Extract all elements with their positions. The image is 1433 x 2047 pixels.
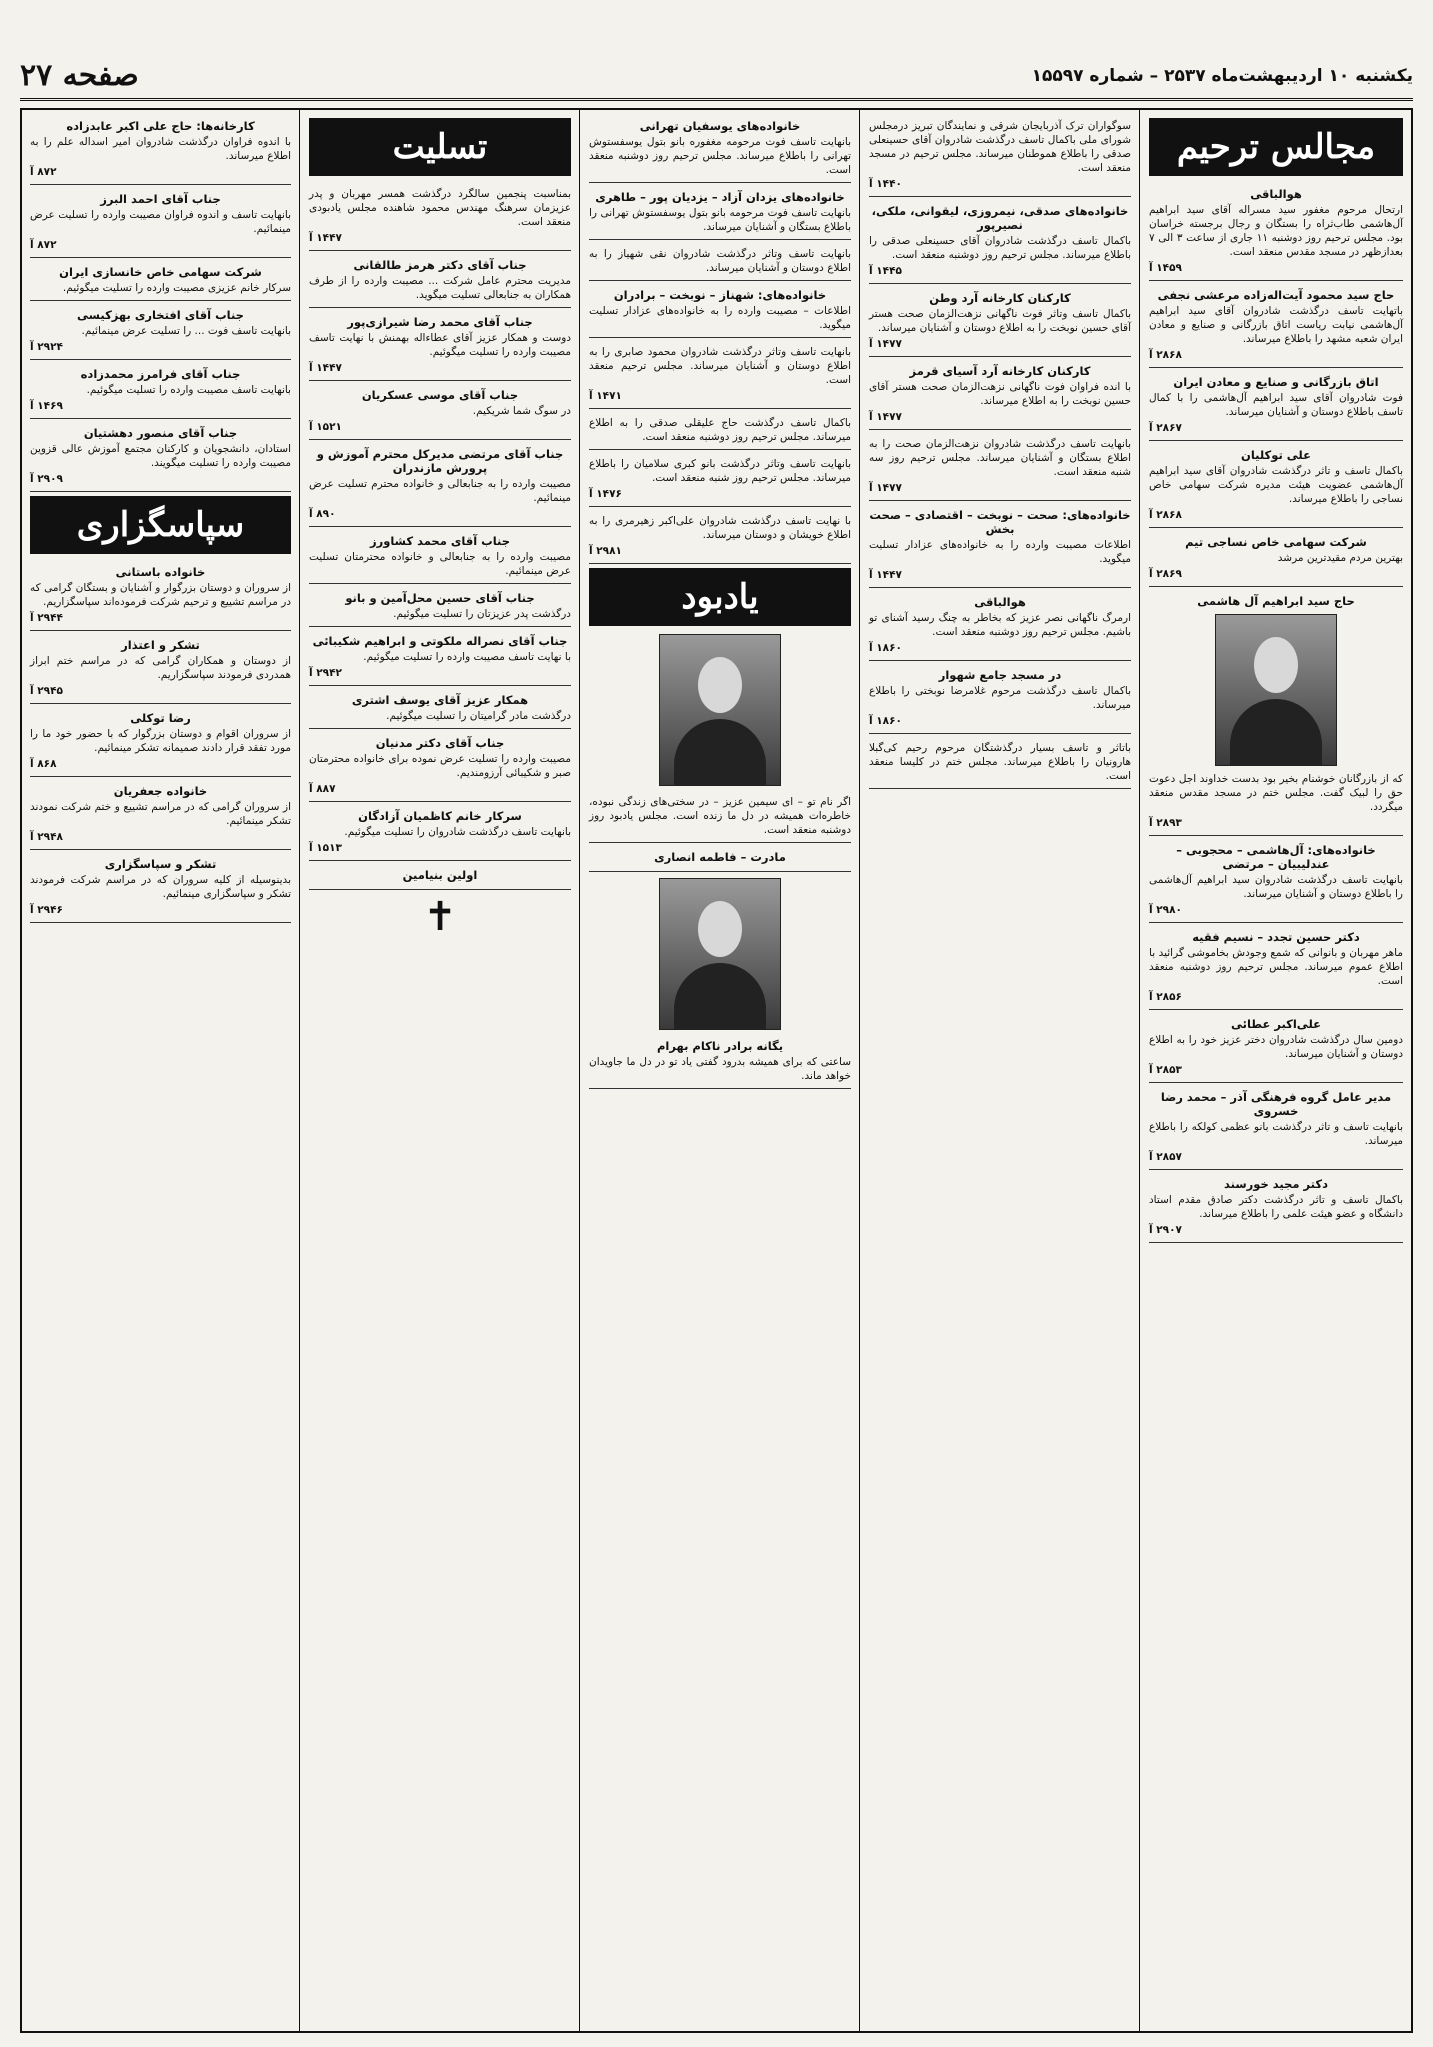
notice-body: از سروران و دوستان بزرگوار و آشنایان و بستگان گرامی که در مراسم تشییع و ترحیم شرکت فرموده‌اند سپاسگزاریم.	[30, 582, 291, 608]
notice	[1149, 1014, 1403, 1083]
notice-title: جناب آقای دکتر هرمز طالقانی	[353, 258, 527, 272]
notice-reference: ۲۹۴۲ آ	[309, 667, 342, 679]
notice-title: اولین بنیامین	[402, 868, 478, 882]
notice-title: خانواده‌های: صحت – نوبخت – اقتصادی – صحت بخش	[869, 508, 1131, 536]
notice-reference: ۱۴۷۷ آ	[869, 482, 902, 494]
notice	[589, 116, 851, 183]
columns-frame	[20, 108, 1413, 2033]
notice	[309, 865, 571, 890]
notice-reference: ۸۷۲ آ	[30, 166, 57, 178]
notice	[869, 201, 1131, 284]
notice	[309, 806, 571, 861]
notice-title: هوالباقی	[1250, 187, 1302, 201]
notice-body: در سوگ شما شریکیم.	[472, 405, 571, 417]
notice-reference: ۲۸۶۸ آ	[1149, 349, 1182, 361]
column-1	[1141, 110, 1411, 2031]
notice-reference: ۲۸۶۷ آ	[1149, 422, 1182, 434]
notice-body: باتهایت تاسف درگذشت شادروان آقای سید ابراهیم آل‌هاشمی نیابت ریاست اتاق بازرگانی و صنایع و معادن ایران شعبه مشهد را باطلاع میرساند.	[1149, 305, 1403, 345]
notice	[309, 312, 571, 381]
notice-body: باتاثر و تاسف بسیار درگذشتگان مرحوم رحیم کی‌گبلا هارونیان را باطلاع میرساند. مجلس ختم در کلیسا منعقد است.	[869, 742, 1131, 782]
notice	[869, 434, 1131, 501]
notice-reference: ۲۸۵۶ آ	[1149, 991, 1182, 1003]
notice-reference: ۱۴۶۹ آ	[30, 400, 63, 412]
notice-reference: ۱۴۴۷ آ	[309, 232, 342, 244]
notice	[589, 511, 851, 564]
notice	[309, 733, 571, 802]
notice-title: جناب آقای افتخاری بهزکیسی	[77, 308, 244, 322]
notice	[1149, 285, 1403, 368]
notice	[869, 116, 1131, 197]
notice-title: خانواده‌های یزدان آزاد – یزدیان پور – طاهری	[595, 190, 845, 204]
portrait-body	[674, 963, 766, 1029]
notice-reference: ۲۸۹۳ آ	[1149, 817, 1182, 829]
notice	[1149, 591, 1403, 836]
notice-title: همکار عزیز آقای یوسف اشتری	[351, 693, 529, 707]
notice-reference: ۲۹۸۰ آ	[1149, 904, 1182, 916]
notice-reference: ۲۸۵۷ آ	[1149, 1151, 1182, 1163]
notice-reference: ۱۴۷۶ آ	[589, 488, 622, 500]
notice-title: شرکت سهامی خاص نساجی تیم	[1185, 535, 1367, 549]
notice	[309, 184, 571, 251]
notice	[30, 562, 291, 631]
notice-reference: ۱۵۱۳ آ	[309, 842, 342, 854]
notice-body: از سروران گرامی که در مراسم تشییع و ختم شرکت نمودند تشکر مینمائیم.	[30, 801, 291, 827]
portrait-body	[674, 719, 766, 785]
notice	[30, 305, 291, 360]
notice-reference: ۲۹۸۱ آ	[589, 545, 622, 557]
notice-body: باکمال تاسف درگذشت مرحوم غلامرضا نوبختی را باطلاع میرساند.	[869, 685, 1131, 711]
column-4	[301, 110, 579, 2031]
notice-body: مدیریت محترم عامل شرکت ... مصیبت وارده را از طرف همکاران به جنابعالی تسلیت میگوید.	[309, 275, 571, 301]
notice-reference: ۲۹۰۹ آ	[30, 473, 63, 485]
notice-body: بانهایت تاسف مصیبت وارده را تسلیت میگوئیم.	[86, 384, 291, 396]
portrait-head	[698, 901, 742, 957]
portrait-head	[698, 657, 742, 713]
column-rule	[1139, 110, 1140, 2031]
notice-reference: ۲۹۴۴ آ	[30, 612, 63, 624]
notice-body: ساعتی که برای همیشه بدرود گفتی یاد تو در دل ما جاویدان خواهد ماند.	[589, 1056, 851, 1082]
column-rule	[579, 110, 580, 2031]
column-5	[22, 110, 299, 2031]
notice-title: جناب آقای موسی عسکریان	[361, 388, 519, 402]
notice	[30, 854, 291, 923]
memorial-portrait-photo-man	[659, 878, 781, 1030]
notice	[309, 385, 571, 440]
dateline: یکشنبه ۱۰ اردیبهشت‌ماه ۲۵۳۷ – شماره ۱۵۵۹۷	[1031, 66, 1413, 86]
notice-body: بانهایت تاسف وتاثر درگذشت شادروان محمود صابری را به اطلاع دوستان و آشنایان میرساند. مجلس ترحیم منعقد است.	[589, 346, 851, 386]
notice-title: خانواده جعفریان	[113, 784, 208, 798]
column-rule	[859, 110, 860, 2031]
notice-reference: ۱۴۴۵ آ	[869, 265, 902, 277]
notice	[30, 189, 291, 258]
notice-body: با نهایت تاسف درگذشت شادروان علی‌اکبر زهیرمری را به اطلاع خویشان و دوستان میرساند.	[589, 515, 851, 541]
notice-body: سرکار خانم عزیزی مصیبت وارده را تسلیت میگوئیم.	[62, 282, 291, 294]
notice-body: بانهایت تاسف فوت مرحومه مغفوره بانو بتول یوسفستوش تهرانی را باطلاع میرساند. مجلس ترحیم روز دوشنبه منعقد است.	[589, 136, 851, 176]
notice-body: مصیبت وارده را به جنابعالی و خانواده محترم تسلیت عرض مینمائیم.	[309, 478, 571, 504]
notice-reference: ۸۹۰ آ	[309, 508, 336, 520]
notice-body: درگذشت مادر گرامیتان را تسلیت میگوئیم.	[386, 710, 571, 722]
notice	[309, 631, 571, 686]
notice-body: با اندوه فراوان درگذشت شادروان امیر اسداله علم را به اطلاع میرساند.	[30, 136, 291, 162]
notice-title: سرکار خانم کاظمیان آزادگان	[358, 809, 522, 823]
notice-body: اطلاعات – مصیبت وارده را به خانواده‌های عزادار تسلیت میگوید.	[589, 305, 851, 331]
notice	[869, 505, 1131, 588]
notice	[1149, 1174, 1403, 1243]
notice	[1149, 372, 1403, 441]
notice	[589, 847, 851, 872]
notice-body: ارتحال مرحوم مغفور سید مسراله آقای سید ابراهیم آل‌هاشمی طاب‌ثراه را بستگان و رجال برجسته خراسان بود. مجلس ترحیم روز دوشنبه ۱۱ جاری از ساعت ۳ الی ۷ بعدازظهر در مسجد مقدس منعقد است.	[1149, 204, 1404, 258]
notice-body: دوست و همکار عزیز آقای عطاءاله بهمنش با نهایت تاسف مصیبت وارده را تسلیت میگوئیم.	[309, 332, 571, 358]
notice-body: مصیبت وارده را تسلیت عرض نموده برای خانواده محترمتان صبر و شکیبائی آرزومندیم.	[309, 753, 571, 779]
notice-reference: ۱۴۷۷ آ	[869, 338, 902, 350]
notice-reference: ۱۴۵۹ آ	[1149, 262, 1182, 274]
notice	[869, 592, 1131, 661]
column-5-thanks	[30, 562, 291, 923]
notice-title: جناب آقای منصور دهشتیان	[83, 426, 238, 440]
notice-title: حاج سید ابراهیم آل هاشمی	[1197, 594, 1355, 608]
notice-title: جناب آقای حسین محل‌آمین و بانو	[345, 591, 535, 605]
notice-body: بانهایت تاسف فوت مرحومه بانو بتول یوسفستوش تهرانی را باطلاع بستگان و آشنایان میرساند.	[589, 207, 851, 233]
notice-title: جناب آقای محمد کشاورز	[369, 534, 511, 548]
notice-body: درگذشت پدر عزیزتان را تسلیت میگوئیم.	[393, 608, 571, 620]
notice-body: باکمال تاسف و تاثر درگذشت شادروان آقای سید ابراهیم آل‌هاشمی عضویت هیئت مدیره شرکت سهامی خاص نساجی را باطلاع میرساند.	[1149, 465, 1403, 505]
notice-title: جناب آقای احمد البرز	[100, 192, 221, 206]
notice-title: دکتر مجید خورسند	[1224, 1177, 1328, 1191]
notice-body: بانهایت تاسف و اندوه فراوان مصیبت وارده را تسلیت عرض مینمائیم.	[30, 209, 291, 235]
notice-title: علی‌اکبر عطائی	[1231, 1017, 1321, 1031]
notice-title: در مسجد جامع شهوار	[938, 668, 1062, 682]
notice-title: جناب آقای محمد رضا شیرازی‌پور	[347, 315, 533, 329]
column-4-notices	[309, 184, 571, 890]
notice-title: حاج سید محمود آیت‌اله‌زاده مرعشی نجفی	[1157, 288, 1395, 302]
notice-body: ارمرگ ناگهانی نصر عزیز که بخاطر به چنگ رسید آشنای تو باشیم. مجلس ترحیم روز دوشنبه منعقد است.	[869, 612, 1131, 638]
notice-reference: ۲۹۰۷ آ	[1149, 1224, 1182, 1236]
condolence-banner: تسلیت	[309, 118, 571, 176]
notice	[309, 444, 571, 527]
notice-reference: ۱۵۲۱ آ	[309, 421, 342, 433]
notice-title: دکتر حسین تجدد – نسیم فقیه	[1192, 930, 1360, 944]
column-2	[861, 110, 1139, 2031]
notice-body: سوگواران ترک آذربایجان شرقی و نمایندگان تبریز درمجلس شورای ملی باکمال تاسف درگذشت شادروان آقای حسینعلی صدقی را باطلاع هموطنان میرساند. مجلس ترحیم در مسجد منعقد است.	[869, 120, 1131, 174]
notice	[869, 665, 1131, 734]
notice-title: جناب آقای فرامرز محمدزاده	[80, 367, 241, 381]
notice	[30, 116, 291, 185]
notice-body: بمناسبت پنجمین سالگرد درگذشت همسر مهربان و پدر عزیزمان سرهنگ مهندس محمود شاهنده مجلس یادبودی منعقد است.	[309, 188, 571, 228]
notice-title: علی توکلیان	[1241, 448, 1311, 462]
page-number: صفحه ۲۷	[20, 58, 139, 93]
notice-body: بانهایت تاسف و تاثر درگذشت بانو عظمی کولکه را باطلاع میرساند.	[1149, 1121, 1403, 1147]
notice-reference: ۸۶۸ آ	[30, 758, 57, 770]
notice-body: بانهایت تاسف درگذشت شادروان نزهت‌الزمان صحت را به اطلاع بستگان و آشنایان میرساند. مجلس ترحیم روز سه شنبه منعقد است.	[869, 438, 1131, 478]
notice-reference: ۸۸۷ آ	[309, 783, 336, 795]
notice-body: بانهایت تاسف درگذشت شادروان را تسلیت میگوئیم.	[344, 826, 571, 838]
notice	[30, 635, 291, 704]
notice-title: جناب آقای دکتر مدنیان	[375, 736, 505, 750]
notice-reference: ۲۸۶۸ آ	[1149, 509, 1182, 521]
notice-body: مصیبت وارده را به جنابعالی و خانواده محترمتان تسلیت عرض مینمائیم.	[309, 551, 571, 577]
column-1-notices	[1149, 184, 1403, 1243]
notice-title: خانواده‌های: آل‌هاشمی – محجوبی – عندلیبیان – مرتضی	[1176, 843, 1376, 871]
notice-body: بانهایت تاسف وتاثر درگذشت بانو کبری سلامیان را باطلاع میرساند. مجلس ترحیم روز شنبه منعقد است.	[589, 458, 851, 484]
notice-reference: ۱۴۷۱ آ	[589, 390, 622, 402]
notice-body: که از بازرگانان خوشنام بخیر بود بدست خداوند اجل دعوت حق را لبیک گفت. مجلس ختم در مسجد مقدس منعقد میگردد.	[1149, 773, 1403, 813]
notice	[589, 454, 851, 507]
notice-body: از سروران اقوام و دوستان بزرگوار که با حضور خود ما را مورد تفقد قرار دادند صمیمانه تشکر مینمائیم.	[30, 728, 291, 754]
notice	[309, 588, 571, 627]
notice-reference: ۱۸۶۰ آ	[869, 715, 902, 727]
notice-reference: ۲۸۵۳ آ	[1149, 1064, 1182, 1076]
notice	[589, 792, 851, 843]
notice-body: بدینوسیله از کلیه سروران که در مراسم شرکت فرمودند تشکر و سپاسگزاری مینمائیم.	[30, 874, 291, 900]
notice-reference: ۲۸۶۹ آ	[1149, 568, 1182, 580]
notice	[309, 690, 571, 729]
column-3-notices	[589, 116, 851, 1089]
notice	[589, 413, 851, 450]
notice	[869, 738, 1131, 789]
deceased-portrait-photo	[1215, 614, 1337, 766]
notice	[30, 423, 291, 492]
notice	[1149, 532, 1403, 587]
notice	[309, 531, 571, 584]
notice-body: دومین سال درگذشت شادروان دختر عزیز خود را به اطلاع دوستان و آشنایان میرساند.	[1149, 1034, 1403, 1060]
notice-body: بانهایت تاسف وتاثر درگذشت شادروان نقی شهیاز را به اطلاع دوستان و آشنایان میرساند.	[589, 248, 851, 274]
notice-reference: ۱۴۴۷ آ	[869, 569, 902, 581]
notice-reference: ۱۴۴۷ آ	[309, 362, 342, 374]
notice-reference: ۱۸۶۰ آ	[869, 642, 902, 654]
notice-title: تشکر و سپاسگزاری	[104, 857, 217, 871]
notice	[1149, 1087, 1403, 1170]
notice-title: هوالباقی	[974, 595, 1026, 609]
notice	[589, 244, 851, 281]
notice-title: خانواده‌های: شهناز – نوبخت – برادران	[613, 288, 827, 302]
notice	[1149, 927, 1403, 1010]
notice-body: با انده فراوان فوت ناگهانی نزهت‌الزمان صحت هستر آقای حسین نوبخت را به اطلاع میرساند.	[869, 381, 1131, 407]
notice-title: یگانه برادر ناکام بهرام	[656, 1039, 784, 1053]
notice-body: باکمال تاسف درگذشت شادروان آقای حسینعلی صدقی را باطلاع میرساند. مجلس ترحیم روز دوشنبه منعقد است.	[869, 235, 1131, 261]
notice-title: خانواده‌های صدقی، نیمروزی، لیقوانی، ملکی، نصیرپور	[871, 204, 1129, 232]
portrait-head	[1254, 637, 1298, 693]
notice-body: اگر نام تو – ای سیمین عزیز – در سختی‌های زندگی نبوده، خاطره‌ات همیشه در دل ما زنده است. مجلس یادبود روز دوشنبه منعقد است.	[589, 796, 851, 836]
cross-icon: ✝	[423, 894, 457, 940]
notice-title: مادرت – فاطمه انصاری	[654, 850, 786, 864]
notice-reference: ۸۷۲ آ	[30, 239, 57, 251]
notice-title: کارکنان کارخانه آرد وطن	[929, 291, 1071, 305]
portrait-body	[1230, 699, 1322, 765]
notice	[1149, 184, 1403, 281]
notice	[589, 285, 851, 338]
notice	[869, 288, 1131, 357]
notice-title: شرکت سهامی خاص خانسازی ایران	[59, 265, 262, 279]
notice-body: بانهایت تاسف فوت ... را تسلیت عرض مینمائیم.	[81, 325, 291, 337]
notice-reference: ۲۹۴۵ آ	[30, 685, 63, 697]
notice-title: کارکنان کارخانه آرد آسیای قرمز	[909, 364, 1091, 378]
notice-body: ماهر مهربان و بانوانی که شمع وجودش بخاموشی گرائید با اطلاع عموم میرساند. مجلس ترحیم روز دوشنبه منعقد است.	[1149, 947, 1403, 987]
notice	[309, 255, 571, 308]
column-5-notices	[30, 116, 291, 492]
masthead	[20, 58, 1413, 101]
notice-body: باکمال تاسف درگذشت حاج علیقلی صدقی را به اطلاع میرساند. مجلس ترحیم روز دوشنبه منعقد است.	[589, 417, 851, 443]
notice-title: جناب آقای مرتضی مدیرکل محترم آموزش و پرورش مازندران	[316, 447, 564, 475]
column-rule	[299, 110, 300, 2031]
notice-reference: ۲۹۲۴ آ	[30, 341, 63, 353]
notice-reference: ۲۹۴۶ آ	[30, 904, 63, 916]
notice-title: خانواده‌های یوسفیان تهرانی	[639, 119, 801, 133]
notice	[869, 361, 1131, 430]
notice-body: بانهایت تاسف درگذشت شادروان سید ابراهیم آل‌هاشمی را باطلاع دوستان و آشنایان میرساند.	[1149, 874, 1403, 900]
notice-body: اطلاعات مصیبت وارده را به خانواده‌های عزادار تسلیت میگوید.	[869, 539, 1131, 565]
notice	[30, 364, 291, 419]
notice	[1149, 840, 1403, 923]
notice-reference: ۱۴۴۰ آ	[869, 178, 902, 190]
notice-title: خانواده باستانی	[115, 565, 206, 579]
notice-body: فوت شادروان آقای سید ابراهیم آل‌هاشمی را با کمال تاسف باطلاع دوستان و آشنایان میرساند.	[1149, 392, 1403, 418]
notice-body: باکمال تاسف وتاثر فوت ناگهانی نزهت‌الزمان صحت هستر آقای حسین نوبخت را به اطلاع دوستان و آشنایان میرساند.	[869, 308, 1131, 334]
column-3	[581, 110, 859, 2031]
notice-title: کارخانه‌ها: حاج علی اکبر عابدزاده	[66, 119, 255, 133]
notice-reference: ۱۴۷۷ آ	[869, 411, 902, 423]
notice-body: از دوستان و همکاران گرامی که در مراسم ختم ابراز همدردی فرمودند سپاسگزاریم.	[30, 655, 291, 681]
notice-title: اتاق بازرگانی و صنایع و معادن ایران	[1173, 375, 1379, 389]
memorial-banner: یادبود	[589, 568, 851, 626]
mourning-banner: مجالس ترحیم	[1149, 118, 1403, 176]
column-2-notices	[869, 116, 1131, 789]
notice-title: مدیر عامل گروه فرهنگی آذر – محمد رضا خسروی	[1160, 1090, 1392, 1118]
notice	[589, 1036, 851, 1089]
notice-title: تشکر و اعتذار	[121, 638, 200, 652]
notice	[1149, 445, 1403, 528]
notice	[30, 708, 291, 777]
notice	[589, 187, 851, 240]
notice-body: باکمال تاسف و تاثر درگذشت دکتر صادق مقدم استاد دانشگاه و عضو هیئت علمی را باطلاع میرساند.	[1149, 1194, 1403, 1220]
notice-title: رضا توکلی	[130, 711, 191, 725]
notice	[30, 262, 291, 301]
gratitude-banner: سپاسگزاری	[30, 496, 291, 554]
notice-body: بهترین مردم مقیدترین مرشد	[1277, 552, 1403, 564]
notice-body: استادان، دانشجویان و کارکنان مجتمع آموزش عالی قزوین مصیبت وارده را تسلیت میگویند.	[30, 443, 291, 469]
notice	[589, 342, 851, 409]
notice	[30, 781, 291, 850]
notice-title: جناب آقای نصراله ملکوتی و ابراهیم شکیبائی	[312, 634, 568, 648]
notice-body: با نهایت تاسف مصیبت وارده را تسلیت میگوئیم.	[363, 651, 571, 663]
notice-reference: ۲۹۴۸ آ	[30, 831, 63, 843]
memorial-portrait-photo-woman	[659, 634, 781, 786]
